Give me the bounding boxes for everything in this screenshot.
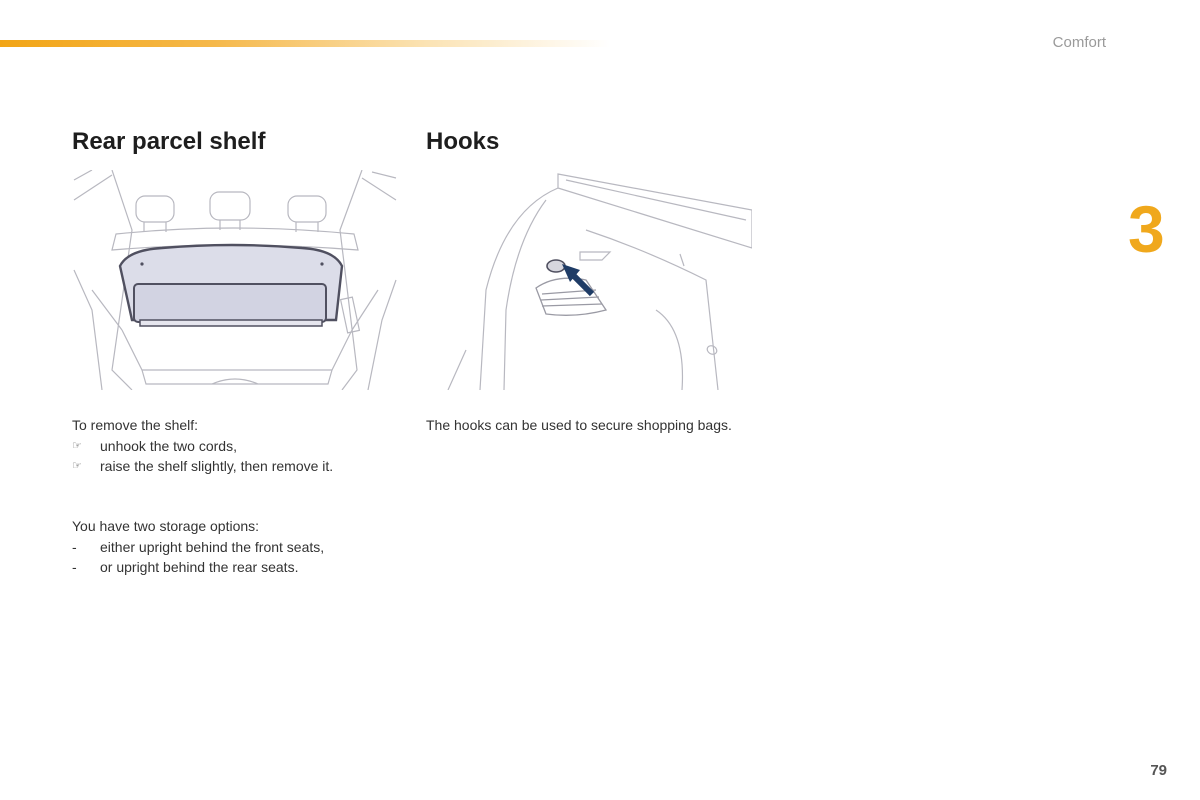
storage-options bbox=[72, 516, 392, 578]
pointing-hand-icon: ☞ bbox=[72, 460, 82, 472]
list-item bbox=[72, 557, 392, 578]
list-item bbox=[72, 537, 392, 558]
storage-option-text: or upright behind the rear seats. bbox=[100, 559, 299, 575]
rear-parcel-shelf-illustration bbox=[72, 170, 398, 390]
list-item bbox=[72, 456, 392, 477]
header-accent-bar bbox=[0, 40, 610, 47]
hooks-description: The hooks can be used to secure shopping bags. bbox=[426, 417, 732, 433]
list-item bbox=[72, 436, 392, 457]
rear-parcel-shelf-heading: Rear parcel shelf bbox=[72, 128, 266, 155]
step-text: unhook the two cords, bbox=[100, 437, 237, 454]
storage-intro: You have two storage options: bbox=[72, 518, 260, 534]
remove-shelf-intro: To remove the shelf: bbox=[72, 417, 199, 433]
section-title: Comfort bbox=[1052, 34, 1106, 51]
pointing-hand-icon: ☞ bbox=[72, 439, 82, 452]
chapter-number: 3 bbox=[1128, 192, 1165, 266]
dash-bullet: - bbox=[72, 559, 77, 575]
dash-bullet: - bbox=[72, 538, 77, 555]
boot-hook-illustration bbox=[446, 170, 752, 390]
page-number: 79 bbox=[1150, 762, 1167, 779]
storage-option-text: either upright behind the front seats, bbox=[100, 538, 325, 555]
hooks-heading: Hooks bbox=[426, 128, 500, 155]
remove-shelf-instructions bbox=[72, 415, 392, 477]
step-text: raise the shelf slightly, then remove it. bbox=[100, 458, 334, 474]
